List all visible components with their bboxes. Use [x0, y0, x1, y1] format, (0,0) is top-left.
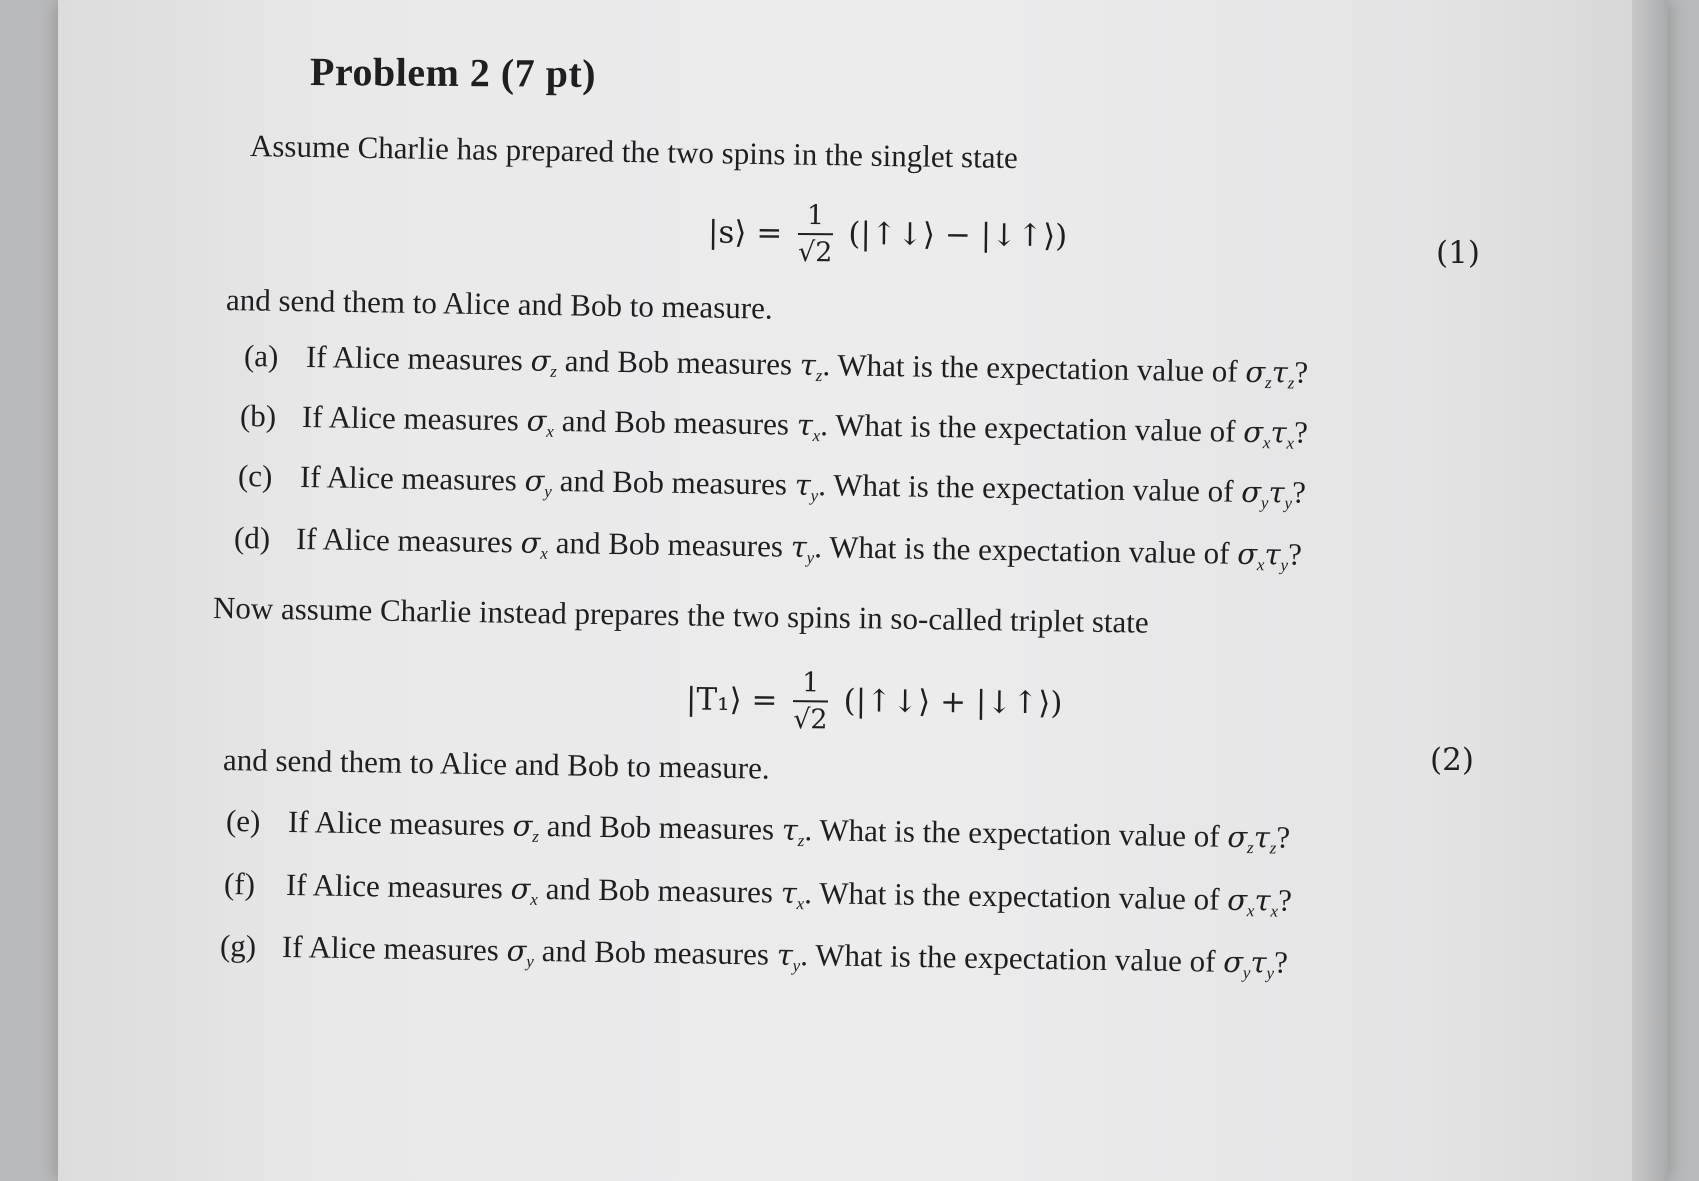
part-text: and Bob measures [556, 342, 801, 382]
subscript: y [1284, 493, 1293, 513]
subscript: x [796, 893, 805, 914]
part-text: ? [1273, 944, 1289, 980]
subscript: y [1280, 555, 1289, 575]
part-text: . What is the expectation value of [804, 812, 1228, 854]
part-label: (b) [239, 398, 277, 434]
problem-title: Problem 2 (7 pt) [309, 49, 597, 96]
subscript: z [1269, 838, 1277, 858]
eq1-equals: = [756, 215, 783, 252]
part-text: and Bob measures [551, 462, 796, 502]
part-text: and Bob measures [533, 932, 778, 972]
part-text: ? [1291, 474, 1307, 510]
eq1-number: (1) [1436, 235, 1480, 271]
subscript: z [1246, 838, 1254, 858]
subscript: z [797, 830, 805, 851]
part-text: ? [1276, 819, 1291, 855]
part-item [224, 866, 1292, 919]
tau-symbol: τ [1264, 537, 1281, 572]
subscript: z [815, 365, 823, 386]
part-text: . What is the expectation value of [822, 347, 1246, 389]
sigma-symbol: σ [1227, 819, 1248, 855]
subscript: y [1266, 963, 1275, 983]
sigma-symbol: σ [1240, 474, 1262, 510]
part-text: If Alice measures [305, 338, 531, 378]
problem-content [58, 0, 1668, 1181]
subscript: x [530, 889, 538, 909]
sigma-symbol: σ [1236, 536, 1258, 572]
tau-symbol: τ [780, 875, 798, 910]
eq1-fraction [798, 201, 833, 269]
part-text: and Bob measures [547, 524, 792, 564]
equation-triplet [686, 667, 1063, 739]
part-text: If Alice measures [299, 458, 525, 498]
tau-symbol: τ [790, 529, 808, 564]
eq2-rhs: (|↑↓⟩ + |↓↑⟩) [843, 683, 1063, 722]
tau-symbol: τ [1268, 475, 1285, 510]
part-label: (a) [243, 338, 279, 374]
intro-text: Assume Charlie has prepared the two spins in the singlet state [249, 128, 1019, 176]
subscript: y [526, 951, 534, 971]
subscript: x [546, 421, 554, 441]
tau-symbol: τ [1271, 355, 1289, 390]
subscript: y [806, 547, 815, 568]
part-text: . What is the expectation value of [800, 937, 1224, 979]
eq2-number: (2) [1430, 742, 1474, 778]
part-text: If Alice measures [285, 866, 511, 906]
subscript: x [1246, 901, 1255, 921]
sigma-symbol: σ [1222, 944, 1244, 980]
part-text: ? [1277, 882, 1293, 918]
subscript: y [544, 481, 552, 501]
subscript: x [1286, 433, 1295, 453]
sigma-symbol: σ [1242, 414, 1264, 450]
subscript: z [1264, 373, 1272, 393]
subscript: x [1270, 901, 1279, 921]
part-item [244, 338, 1309, 391]
subscript: x [1262, 433, 1271, 453]
eq2-denominator: √2 [793, 704, 828, 736]
subscript: z [1287, 373, 1295, 393]
subscript: y [1260, 493, 1269, 513]
subscript: y [1242, 963, 1251, 983]
paper-sheet [58, 0, 1668, 1181]
equation-singlet [708, 200, 1068, 272]
part-label: (e) [225, 803, 261, 839]
triplet-intro-text: Now assume Charlie instead prepares the two spins in so-called triplet state [212, 590, 1149, 640]
tau-symbol: τ [781, 812, 799, 847]
part-text: ? [1287, 536, 1303, 572]
part-label: (c) [237, 458, 273, 494]
send-text-2: and send them to Alice and Bob to measure. [222, 742, 770, 786]
part-text: If Alice measures [281, 928, 507, 968]
eq1-rhs: (|↑↓⟩ − |↓↑⟩) [848, 215, 1068, 255]
sigma-symbol: σ [520, 525, 541, 560]
part-text: and Bob measures [538, 807, 783, 847]
sigma-symbol: σ [510, 871, 531, 906]
part-text: and Bob measures [537, 870, 782, 910]
part-label: (f) [223, 866, 256, 902]
part-label: (g) [219, 928, 257, 964]
sigma-symbol: σ [1226, 882, 1248, 918]
part-text: . What is the expectation value of [818, 467, 1242, 509]
subscript: x [812, 425, 821, 446]
eq1-denominator: √2 [797, 236, 833, 269]
part-text: . What is the expectation value of [820, 407, 1244, 449]
subscript: x [1256, 555, 1265, 575]
tau-symbol: τ [1250, 945, 1267, 980]
subscript: z [532, 826, 540, 846]
eq2-fraction [793, 668, 828, 736]
tau-symbol: τ [1270, 415, 1287, 450]
part-item [234, 520, 1302, 573]
part-text: If Alice measures [295, 520, 521, 560]
send-text-1: and send them to Alice and Bob to measure. [225, 282, 773, 326]
tau-symbol: τ [776, 937, 794, 972]
sigma-symbol: σ [1245, 354, 1266, 390]
eq2-numerator: 1 [793, 668, 828, 702]
sigma-symbol: σ [526, 403, 547, 438]
part-text: ? [1293, 414, 1309, 450]
tau-symbol: τ [796, 407, 814, 442]
part-item [238, 458, 1306, 511]
part-text: . What is the expectation value of [804, 875, 1228, 917]
eq1-lhs: |s⟩ [707, 214, 747, 251]
sigma-symbol: σ [512, 808, 533, 843]
sigma-symbol: σ [506, 933, 527, 968]
part-text: ? [1294, 354, 1309, 390]
part-item [240, 398, 1308, 451]
part-label: (d) [233, 520, 271, 556]
eq1-numerator: 1 [798, 201, 833, 235]
tau-symbol: τ [794, 467, 812, 502]
tau-symbol: τ [1253, 820, 1271, 855]
part-item [226, 803, 1291, 856]
subscript: y [792, 955, 801, 976]
part-text: If Alice measures [287, 803, 513, 843]
eq2-equals: = [751, 682, 778, 719]
tau-symbol: τ [799, 347, 817, 382]
subscript: z [550, 361, 558, 381]
subscript: x [540, 543, 548, 563]
part-text: and Bob measures [553, 402, 798, 442]
eq2-lhs: |T₁⟩ [685, 681, 742, 719]
sigma-symbol: σ [524, 463, 545, 498]
tau-symbol: τ [1254, 883, 1271, 918]
subscript: y [810, 485, 819, 506]
part-text: If Alice measures [301, 398, 527, 438]
sigma-symbol: σ [530, 343, 551, 378]
part-item [220, 928, 1288, 981]
part-text: . What is the expectation value of [814, 529, 1238, 571]
